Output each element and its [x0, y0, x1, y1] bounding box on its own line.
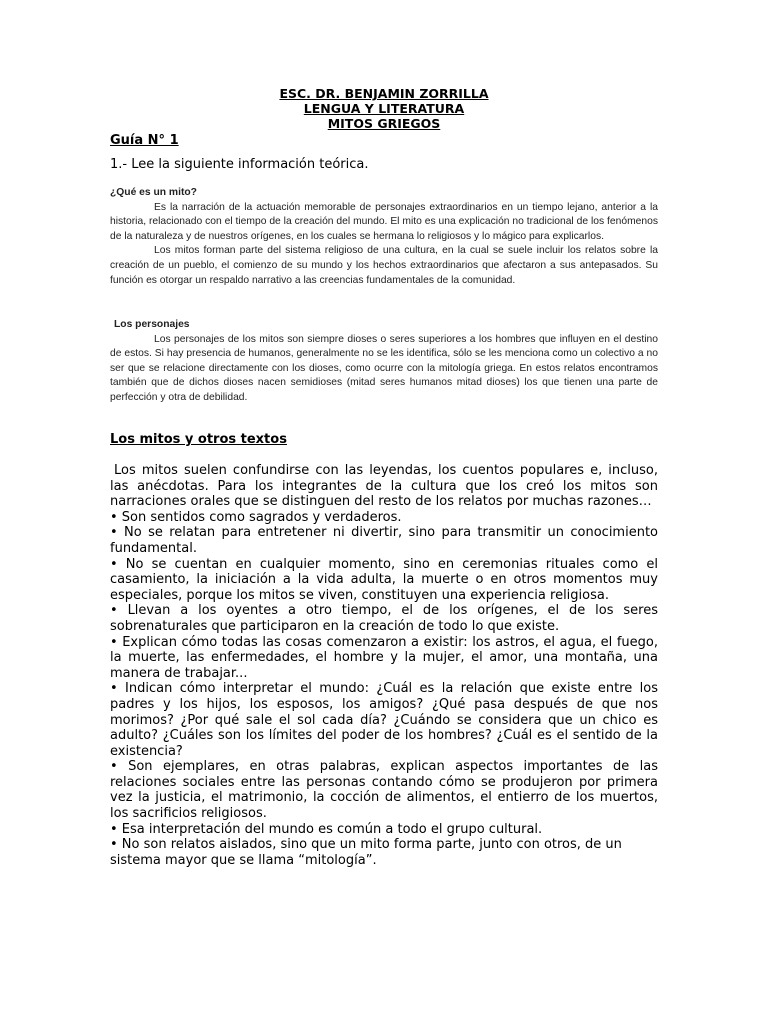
- characters-heading: Los personajes: [114, 319, 190, 330]
- bullet-item: • Esa interpretación del mundo es común a todo el grupo cultural.: [110, 821, 543, 837]
- what-is-myth-section: [110, 186, 658, 288]
- other-texts-intro: Los mitos suelen confundirse con las leyendas, los cuentos populares e, incluso, las anécdotas. Para los integrantes de la cultura que los creó los mitos son narraciones orales que se distinguen del resto de los relatos por muchas razones…: [110, 463, 658, 510]
- bullet-item: • No se cuentan en cualquier momento, sino en ceremonias rituales como el casamiento, la iniciación a la vida adulta, la muerte o en otros momentos muy especiales, porque los mitos se viven, constituyen una experiencia religiosa.: [110, 556, 658, 603]
- what-is-myth-heading: ¿Qué es un mito?: [110, 187, 197, 198]
- bullet-item: • No se relatan para entretener ni divertir, sino para transmitir un conocimiento fundamental.: [110, 525, 658, 556]
- school-name: ESC. DR. BENJAMIN ZORRILLA: [279, 86, 489, 101]
- what-is-myth-paragraph-1: Es la narración de la actuación memorable de personajes extraordinarios en un tiempo lejano, anterior a la historia, relacionado con el tiempo de la creación del mundo. El mito es una explicación no tradicional de los fenómenos de la naturaleza y de nuestros orígenes, en los cuales se hermana lo religiosos y lo mágico para explicarlos.: [110, 201, 658, 242]
- bullet-item: • Explican cómo todas las cosas comenzaron a existir: los astros, el agua, el fuego, la muerte, las enfermedades, el hombre y la mujer, el amor, una montaña, una manera de trabajar...: [110, 634, 658, 681]
- bullet-item: • Son ejemplares, en otras palabras, explican aspectos importantes de las relaciones sociales entre las personas contando cómo se produjeron por primera vez la justicia, el matrimonio, la cocción de alimentos, el entierro de los muertos, los sacrificios religiosos.: [110, 759, 658, 822]
- document-header: [0, 86, 768, 131]
- instruction: 1.- Lee la siguiente información teórica.: [110, 157, 369, 172]
- what-is-myth-paragraph-2: Los mitos forman parte del sistema religioso de una cultura, en la cual se suele incluir los relatos sobre la creación de un pueblo, el comienzo de su mundo y los hechos extraordinarios que afectaron a sus antepasados. Su función es otorgar un respaldo narrativo a las creencias fundamentales de la comunidad.: [110, 245, 658, 286]
- other-texts-title: Los mitos y otros textos: [110, 432, 287, 447]
- bullet-item: • Son sentidos como sagrados y verdaderos.: [110, 509, 402, 525]
- subject-name: LENGUA Y LITERATURA: [303, 101, 465, 116]
- topic-title: MITOS GRIEGOS: [327, 116, 441, 131]
- other-texts-body: [110, 463, 658, 868]
- characters-paragraph: Los personajes de los mitos son siempre dioses o seres superiores a los hombres que influyen en el destino de estos. Si hay presencia de humanos, generalmente no se les identifica, sólo se les menciona como un colectivo a no ser que se relacione directamente con los dioses, como ocurre con la mitología griega. En estos relatos encontramos también que de dichos dioses nacen semidioses (mitad seres humanos mitad dioses) los que tienen una parte de perfección y otra de debilidad.: [110, 333, 658, 403]
- bullet-item: • Llevan a los oyentes a otro tiempo, el de los orígenes, el de los seres sobrenaturales que participaron en la creación de todo lo que existe.: [110, 603, 658, 634]
- bullet-item: • Indican cómo interpretar el mundo: ¿Cuál es la relación que existe entre los padres y los hijos, los esposos, los amigos? ¿Qué pasa después de que nos morimos? ¿Por qué sale el sol cada día? ¿Cuándo se considera que un chico es adulto? ¿Cuáles son los límites del poder de los hombres? ¿Cuál es el sentido de la existencia?: [110, 681, 658, 759]
- guide-title: Guía N° 1: [110, 133, 179, 148]
- bullet-item: • No son relatos aislados, sino que un mito forma parte, junto con otros, de un sistema mayor que se llama “mitología”.: [110, 837, 622, 868]
- characters-section: [110, 318, 658, 406]
